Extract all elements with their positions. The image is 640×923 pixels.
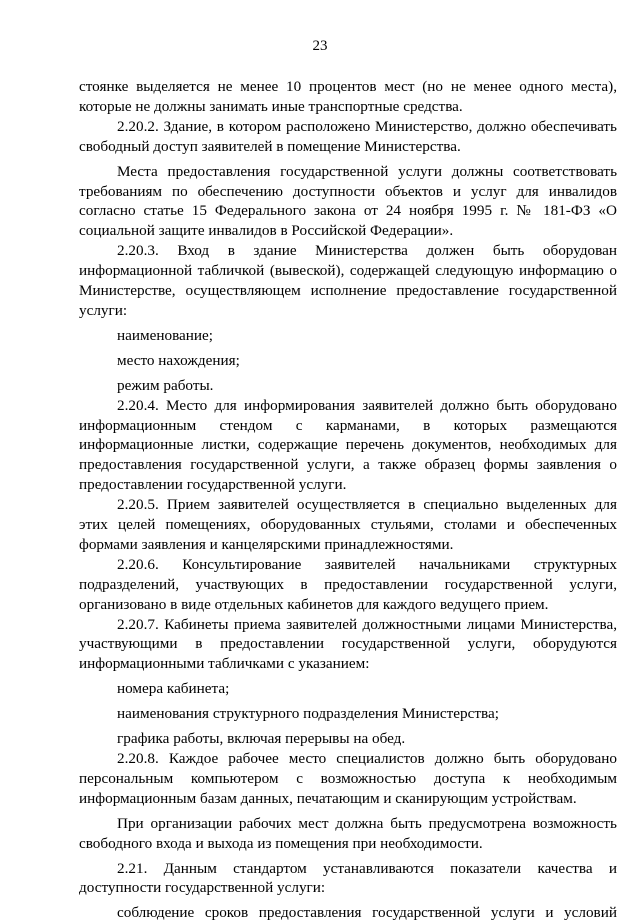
- paragraph-2-20-5: 2.20.5. Прием заявителей осуществляется в специально выделенных для этих целей помещениях, оборудованных стульями, столами и обеспеченных формами заявления и канцелярскими принадлежностями.: [79, 496, 617, 553]
- paragraph-2-20-3: 2.20.3. Вход в здание Министерства должен быть оборудован информационной табличкой (вывеской), содержащей следующую информацию о Министерстве, осуществляющем исполнение предоставление государственной услуги:: [79, 242, 617, 319]
- paragraph-accessibility-requirements: Места предоставления государственной услуги должны соответствовать требованиям по обеспечению доступности объектов и услуг для инвалидов согласно статье 15 Федерального закона от 24 ноября 1995 г. № 181-ФЗ «О социальной защите инвалидов в Российской Федерации».: [79, 162, 617, 240]
- paragraph-continuation: стоянке выделяется не менее 10 процентов мест (но не менее одного места), которые не должны занимать иные транспортные средства.: [79, 78, 617, 115]
- paragraph-2-20-2: 2.20.2. Здание, в котором расположено Министерство, должно обеспечивать свободный доступ заявителей в помещение Министерства.: [79, 117, 617, 155]
- list-item-room-number: номера кабинета;: [117, 680, 230, 698]
- list-item-department-name: наименования структурного подразделения Министерства;: [117, 705, 499, 723]
- paragraph-deadlines-continued: соблюдение сроков предоставления государственной услуги и условий: [117, 904, 617, 922]
- document-body: [79, 77, 617, 923]
- paragraph-2-21: 2.21. Данным стандартом устанавливаются показатели качества и доступности государственной услуги:: [79, 859, 617, 897]
- list-item-work-schedule: графика работы, включая перерывы на обед.: [117, 730, 406, 748]
- list-item-working-hours: режим работы.: [117, 376, 214, 394]
- paragraph-2-20-6: 2.20.6. Консультирование заявителей начальниками структурных подразделений, участвующих в предоставлении государственной услуги, организовано в виде отдельных кабинетов для каждого ведущего прием.: [79, 555, 617, 613]
- paragraph-2-20-8: 2.20.8. Каждое рабочее место специалистов должно быть оборудовано персональным компьютером с возможностью доступа к необходимым информационным базам данных, печатающим и сканирующим устройствам.: [79, 750, 617, 807]
- page-number: 23: [312, 38, 328, 54]
- list-item-name: наименование;: [117, 326, 213, 344]
- paragraph-2-20-7: 2.20.7. Кабинеты приема заявителей должностными лицами Министерства, участвующими в предоставлении государственной услуги, оборудуются информационными табличками с указанием:: [79, 615, 617, 673]
- paragraph-2-20-4: 2.20.4. Место для информирования заявителей должно быть оборудовано информационным стендом с карманами, в которых размещаются информационные листки, содержащие перечень документов, необходимых для предоставления государственной услуги, а также образец формы заявления о предоставлении государственной услуги.: [79, 396, 617, 494]
- list-item-location: место нахождения;: [117, 351, 240, 369]
- paragraph-workplace-access: При организации рабочих мест должна быть предусмотрена возможность свободного входа и выхода из помещения при необходимости.: [79, 814, 617, 852]
